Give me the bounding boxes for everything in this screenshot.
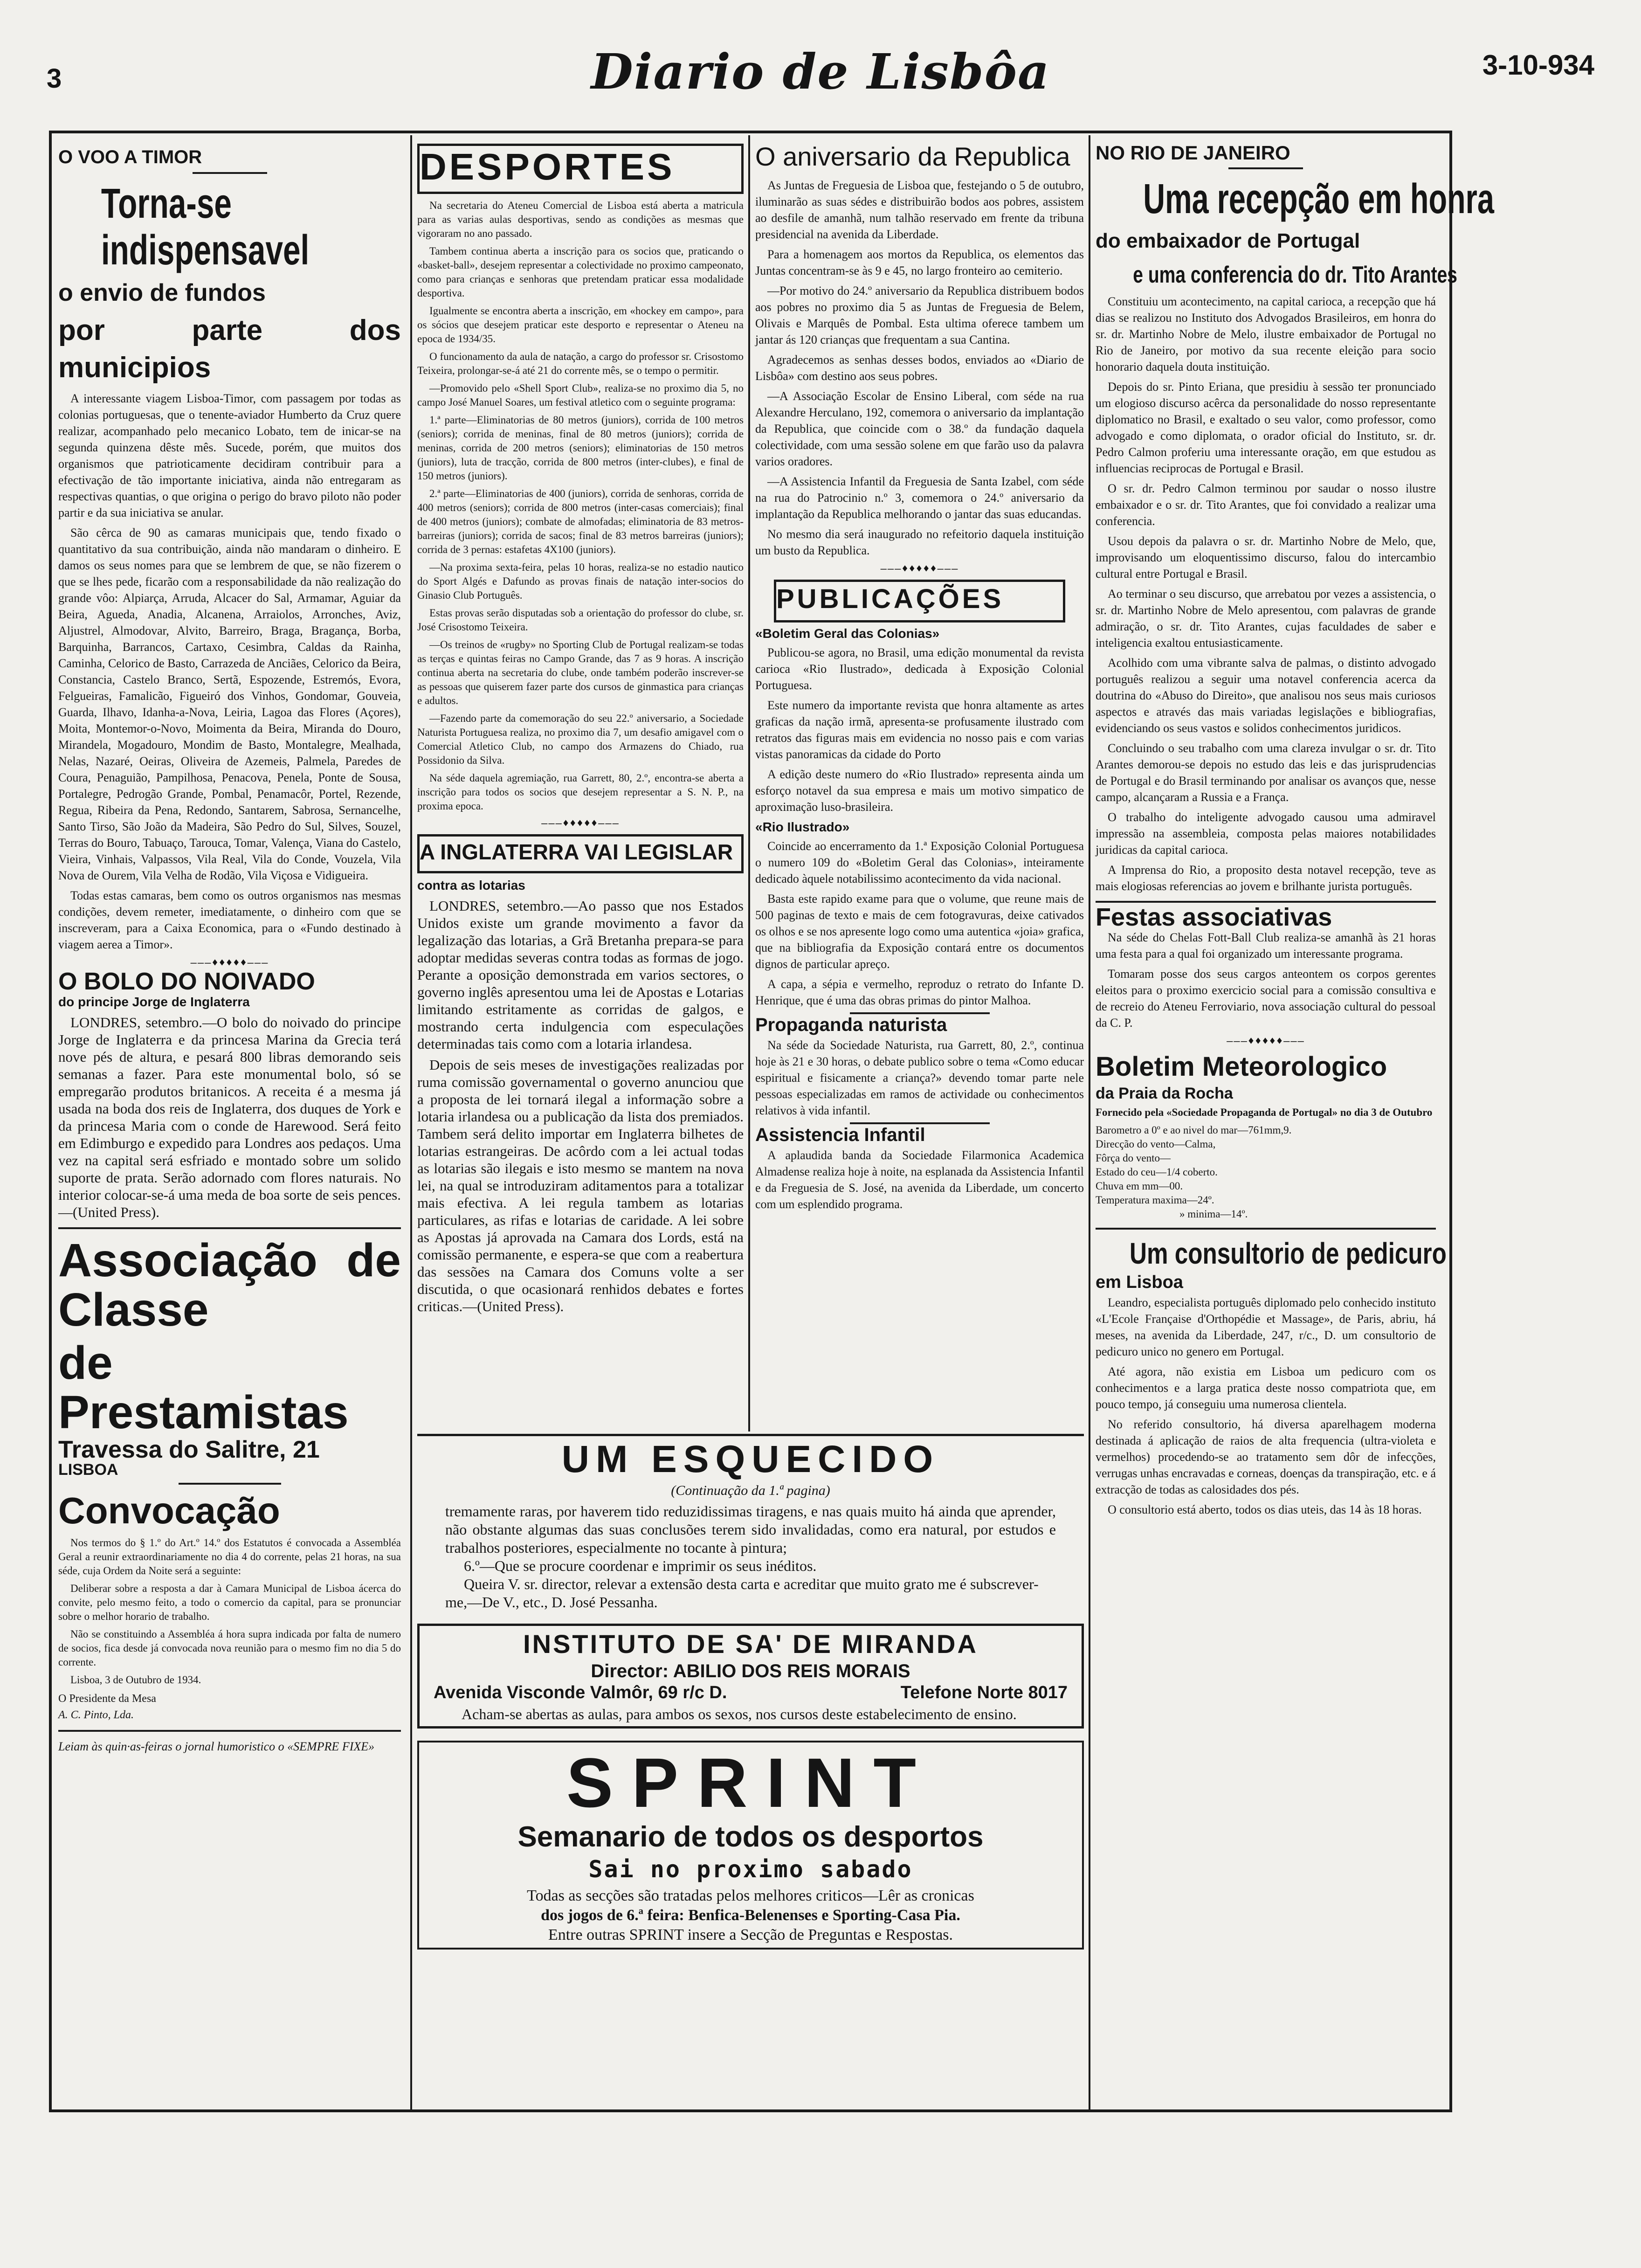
republica-paragraph: —A Assistencia Infantil da Freguesia de Santa Izabel, com séde na rua do Patrocinio n.º 3, comemora o 24.º aniversario da implantação da Republica melhorando o jantar das suas educandas. xyxy=(755,475,1084,521)
instituto-title: INSTITUTO DE SA' DE MIRANDA xyxy=(523,1629,978,1659)
publicacoes-paragraph: Coincide ao encerramento da 1.ª Exposição Colonial Portuguesa o numero 109 do «Boletim Geral das Colonias», inteiramente dedicado àquele notabilissimo acontecimento da vida nacional. xyxy=(755,839,1084,885)
rio-subtitle: do embaixador de Portugal xyxy=(1096,229,1360,252)
infantil-title: Assistencia Infantil xyxy=(755,1125,925,1145)
assoc-title-2: de Prestamistas xyxy=(58,1337,349,1438)
rio-title: Uma recepção em honra xyxy=(1143,176,1494,222)
ornament-divider: ———♦♦♦♦♦——— xyxy=(541,818,620,830)
publicacoes-paragraph: Publicou-se agora, no Brasil, uma edição monumental da revista carioca «Rio Ilustrado», dedicada à Exposição Colonial Portuguesa. xyxy=(755,646,1084,692)
esquecido-paragraph: Queira V. sr. director, relevar a extensão desta carta e acreditar que muito grato me é subscrever-me,—De V., etc., D. José Pessanha. xyxy=(445,1576,1039,1611)
festas-paragraph: Tomaram posse dos seus cargos anteontem os corpos gerentes eleitos para o proximo exercicio social para a comissão consultiva e de recreio do Ateneu Ferroviario, nova associação cultural do pessoal da C. P. xyxy=(1096,967,1436,1030)
rio-paragraph: Depois do sr. Pinto Eriana, que presidiu à sessão ter pronunciado um elogioso discurso acêrca da personalidade do nosso representante diplomatico no Brasil, e exaltado o seu valor, como professor, como advogado e como diplomata, o orador oficial do Instituto, sr. dr. Pedro Calmon proferiu uma interessante oração, em que estudou as influencias reciprocas de Portugal e Brasil. xyxy=(1096,380,1436,475)
rio-paragraph: Acolhido com uma vibrante salva de palmas, o distinto advogado português realizou a seguir uma notavel conferencia acerca da doutrina do «Abuso do Direito», que analisou nos seus mais curiosos aspectos e através das mais variadas legislações e bibliografias, evidenciando os seus vastos e solidos conhecimentos juridicos. xyxy=(1096,656,1436,735)
rio-paragraph: O sr. dr. Pedro Calmon terminou por saudar o nosso ilustre embaixador e o sr. dr. Tito Arantes, que foi convidado a realizar uma conferencia. xyxy=(1096,482,1436,528)
meteo-title: Boletim Meteorologico xyxy=(1096,1051,1387,1082)
desportes-paragraph: —Na proxima sexta-feira, pelas 10 horas, realiza-se no estadio nautico do Sport Algés e Dafundo as provas finais de natação inter-socios do Ginasio Club Português. xyxy=(417,561,744,601)
republica-title: O aniversario da Republica xyxy=(755,142,1070,171)
meteo-line: Direcção do vento—Calma, xyxy=(1096,1138,1216,1150)
desportes-paragraph: —Promovido pelo «Shell Sport Club», realiza-se no proximo dia 5, no campo José Manuel Soares, um festival atletico com o seguinte programa: xyxy=(417,382,744,408)
instituto-address: Avenida Visconde Valmôr, 69 r/c D. xyxy=(434,1683,727,1702)
rio-paragraph: Constituiu um acontecimento, na capital carioca, a recepção que há dias se realizou no Instituto dos Advogados Brasileiros, em honra do sr. dr. Martinho Nobre de Melo, ilustre embaixador de Portugal no Rio de Janeiro, por motivo da sua recente eleição para socio honorario daquela douta instituição. xyxy=(1096,295,1436,373)
rio-ilustrado-subhead: «Rio Ilustrado» xyxy=(755,820,850,834)
inglaterra-subtitle: contra as lotarias xyxy=(417,878,525,892)
timor-paragraph: São cêrca de 90 as camaras municipais que, tendo fixado o quantitativo da sua contribuição, ainda não mandaram o dinheiro. E damos os seus nomes para que se lembrem de que, se não fizerem o que se lhes pede, ficarão com a responsabilidade da não realização do grande vôo: Alpiarça, Arruda, Alcacer do Sal, Armamar, Aguiar da Beira, Agueda, Anadia, Alcanena, Arraiolos, Arronches, Aviz, Aljustrel, Almodovar, Alvito, Barreiro, Braga, Bragança, Borba, Barquinha, Barrancos, Cartaxo, Cesimbra, Caldas da Rainha, Caminha, Celorico de Basto, Carrazeda de Anciães, Celorico da Beira, Constancia, Castelo Branco, Sertã, Espozende, Estremós, Evora, Felgueiras, Famalicão, Figueiró dos Vinhos, Gondomar, Gouveia, Guarda, Ilhavo, Idanha-a-Nova, Leiria, Lagoa das Flores (Açores), Moita, Montemor-o-Novo, Moimenta da Beira, Miranda do Douro, Mirandela, Mogadouro, Mondim de Basto, Montalegre, Mealhada, Nelas, Nazaré, Oeiras, Oliveira de Azemeis, Palmela, Paredes de Coura, Penaguião, Pampilhosa, Penacova, Penela, Ponte de Sousa, Portalegre, Pedrogão Grande, Pombal, Penamacôr, Portel, Rezende, Regua, Ribeira da Pena, Redondo, Santarem, Sabrosa, Sernancelhe, Santo Tirso, São João da Madeira, São Pedro do Sul, Silves, Souzel, Terras do Bouro, Tabuaço, Tarouca, Tomar, Valença, Viana do Castelo, Vieira, Vinhais, Valpassos, Vila Real, Vila do Conde, Vouzela, Vila Nova de Ourem, Vila Velha de Rodão, Vila Viçosa e Vidigueira. xyxy=(58,526,401,882)
ornament-divider: ———♦♦♦♦♦——— xyxy=(1227,1036,1305,1047)
naturista-paragraph: Na séde da Sociedade Naturista, rua Garrett, 80, 2.º, continua hoje às 21 e 30 horas, o debate publico sobre o tema «Como educar espiritual e fisicamente a criança?» devendo tomar parte nele pessoas especializadas em ramos de actividade ou conhecimentos relativos à vida infantil. xyxy=(755,1038,1084,1117)
column-rule-3 xyxy=(1089,135,1090,2112)
desportes-paragraph: O funcionamento da aula de natação, a cargo do professor sr. Crisostomo Teixeira, prolongar-se-á até 21 do corrente mês, se o tempo o permitir. xyxy=(417,351,744,376)
column-3 xyxy=(755,140,1084,1431)
masthead: Diario de Lisbôa xyxy=(591,43,1050,100)
instituto-director: Director: ABILIO DOS REIS MORAIS xyxy=(591,1661,910,1681)
meteo-line: » minima—14º. xyxy=(1179,1208,1248,1220)
boletim-subhead: «Boletim Geral das Colonias» xyxy=(755,626,940,641)
sprint-line: dos jogos de 6.ª feira: Benfica-Belenenses e Sporting-Casa Pia. xyxy=(541,1907,960,1924)
desportes-paragraph: —Os treinos de «rugby» no Sporting Club de Portugal realizam-se todas as terças e quintas feiras no Campo Grande, das 7 as 9 horas. A inscrição continua aberta na secretaria do clube, onde também poderão inscrever-se as pessoas que quiserem fazer parte dos cursos de ginmastica para crianças e adultos. xyxy=(417,639,744,706)
sprint-line: Entre outras SPRINT insere a Secção de Preguntas e Respostas. xyxy=(548,1926,953,1943)
column-rule-2 xyxy=(748,135,750,1431)
meteo-subtitle: da Praia da Rocha xyxy=(1096,1085,1233,1102)
meteo-note: Fornecido pela «Sociedade Propaganda de Portugal» no dia 3 de Outubro xyxy=(1096,1106,1433,1118)
bolo-paragraph: LONDRES, setembro.—O bolo do noivado do principe Jorge de Inglaterra e da princesa Marina da Grecia terá nove pés de altura, e pesará 800 libras demorando seis semanas a fazer. Para este monumental bolo, só se empregarão produtos britanicos. A receita é a mesma já usada na boda dos reis de Inglaterra, dos duques de York e da princesa Maria com o conde de Harewood. Será feito em Edimburgo e expedido para Londres aos pedaços. Uma vez na capital será esfriado e montado sobre um solido suporte de prata. Serão adornado com flores naturais. No interior colocar-se-á uma meda de boa sorte de seis pences.—(United Press). xyxy=(58,1014,401,1220)
rio-paragraph: Ao terminar o seu discurso, que arrebatou por vezes a assistencia, o sr. dr. Martinho Nobre de Melo apresentou, com palavras de grande admiração, o sr. dr. Tito Arantes, cujas faculdades de saber e inteligencia exaltou entusiasticamente. xyxy=(1096,587,1436,650)
pedicuro-paragraph: O consultorio está aberto, todos os dias uteis, das 14 às 18 horas. xyxy=(1108,1503,1422,1516)
desportes-paragraph: 1.ª parte—Eliminatorias de 80 metros (juniors), corrida de 100 metros (seniors); corrida de meninas, final de 80 metros (juniors); corrida de meninas, corrida de 200 metros (seniors); eliminatorias de 150 metros (juniors), luta de tracção, corrida de 800 metros (inter-clubes), e final de 150 metros (juniors). xyxy=(417,414,744,482)
page-number: 3 xyxy=(47,63,62,94)
ornament-divider: ———♦♦♦♦♦——— xyxy=(190,957,269,969)
pedicuro-paragraph: No referido consultorio, há diversa aparelhagem moderna destinada á aplicação de raios de alta frequencia (ultra-violeta e vermelhos) procedendo-se ao tratamento sem dôr de infecções, verrugas unhas encravadas e corneas, doenças da transpiração, etc. e á extracção de todas as calosidades dos pés. xyxy=(1096,1418,1436,1496)
timor-paragraph: Todas estas camaras, bem como os outros organismos nas mesmas condições, devem remeter, imediatamente, o dinheiro com que se inscreveram, para a Caixa Economica, para o «Fundo destinado à viagem aerea a Timor». xyxy=(58,889,401,951)
instituto-text: Acham-se abertas as aulas, para ambos os sexos, nos cursos deste estabelecimento de ensino. xyxy=(462,1706,1017,1722)
assoc-date: Lisboa, 3 de Outubro de 1934. xyxy=(70,1674,201,1686)
convocacao-title: Convocação xyxy=(58,1490,280,1531)
issue-date: 3-10-934 xyxy=(1482,49,1594,81)
timor-kicker: O VOO A TIMOR xyxy=(58,147,202,167)
republica-paragraph: —A Associação Escolar de Ensino Liberal, com séde na rua Alexandre Herculano, 192, comemora o aniversario da implantação da Republica, que coincide com o 38.º da fundação daquela colectividade, com uma sessão solene em que farão uso da palavra varios oradores. xyxy=(755,389,1084,468)
publicacoes-paragraph: Este numero da importante revista que honra altamente as artes graficas da nação irmã, apresenta-se profusamente ilustrado com retratos das figuras mais em evidencia no nosso pais e com varias vistas panoramicas da cidade do Porto xyxy=(755,698,1084,761)
assoc-signature-name: A. C. Pinto, Lda. xyxy=(58,1709,134,1721)
esquecido-title: UM ESQUECIDO xyxy=(561,1438,940,1480)
column-4 xyxy=(1096,140,1494,2108)
pedicuro-title: Um consultorio de pedicuro xyxy=(1130,1237,1447,1270)
publicacoes-paragraph: A edição deste numero do «Rio Ilustrado» representa ainda um esforço notavel da sua empresa e mais um motivo simpatico de aproximação luso-brasileira. xyxy=(755,768,1084,814)
meteo-line: Estado do ceu—1/4 coberto. xyxy=(1096,1166,1218,1178)
naturista-title: Propaganda naturista xyxy=(755,1015,947,1035)
pedicuro-paragraph: Até agora, não existia em Lisboa um pedicuro com os conhecimentos e a larga pratica deste nosso compatriota que, em pouco tempo, já conseguiu uma numerosa clientela. xyxy=(1096,1365,1436,1411)
sprint-title: SPRINT xyxy=(566,1743,935,1822)
bolo-subtitle: do principe Jorge de Inglaterra xyxy=(58,995,250,1009)
assoc-title-1: Associação de Classe xyxy=(58,1234,401,1336)
assoc-city: LISBOA xyxy=(58,1461,118,1479)
assoc-address: Travessa do Salitre, 21 xyxy=(58,1436,320,1463)
rio-paragraph: O trabalho do inteligente advogado causou uma admiravel impressão na assembleia, composta pelas maiores notabilidades juridicas da capital carioca. xyxy=(1096,810,1436,857)
rio-kicker: NO RIO DE JANEIRO xyxy=(1096,142,1290,164)
desportes-paragraph: Estas provas serão disputadas sob a orientação do professor do clube, sr. José Crisostomo Teixeira. xyxy=(417,607,744,633)
festas-paragraph: Na séde do Chelas Fott-Ball Club realiza-se amanhã às 21 horas uma festa para a qual foi organizado um interessante programa. xyxy=(1096,931,1436,961)
ornament-divider: ———♦♦♦♦♦——— xyxy=(880,563,959,575)
desportes-paragraph: Igualmente se encontra aberta a inscrição, em «hockey em campo», para os sócios que desejem praticar este desporto e representar o Ateneu na epoca de 1934/35. xyxy=(417,305,744,345)
assoc-paragraph: Nos termos do § 1.º do Art.º 14.º dos Estatutos é convocada a Assembléa Geral a reunir extraordinariamente no dia 4 do corrente, pelas 21 horas, na sua séde, cuja Ordem da Noite será a seguinte: xyxy=(58,1537,401,1577)
desportes-paragraph: —Fazendo parte da comemoração do seu 22.º aniversario, a Sociedade Naturista Portuguesa realiza, no proximo dia 7, um desafio amigavel com o Comercial Atletico Club, no campo dos Armazens do Chiado, rua Possidonio da Silva. xyxy=(417,712,744,766)
infantil-paragraph: A aplaudida banda da Sociedade Filarmonica Academica Almadense realiza hoje à noite, na esplanada da Assistencia Infantil e da Freguesia de S. José, na avenida da Liberdade, um concerto com um esplendido programa. xyxy=(755,1148,1084,1211)
inglaterra-title: A INGLATERRA VAI LEGISLAR xyxy=(420,840,733,864)
instituto-phone: Telefone Norte 8017 xyxy=(900,1683,1068,1702)
publicacoes-paragraph: A capa, a sépia e vermelho, reproduz o retrato do Infante D. Henrique, que é uma das obras primas do pintor Malhoa. xyxy=(755,977,1084,1007)
inglaterra-paragraph: LONDRES, setembro.—Ao passo que nos Estados Unidos existe um grande movimento a favor da legalização das lotarias, a Grã Bretanha prepara-se para adoptar medidas severas contra todas as formas de jogo. Perante a oposição demonstrada em varios sectores, o governo inglês apresentou uma lei de Apostas e Lotarias limitando estritamente as corridas de galgos, e mostrando certa indulgencia com especulações determinadas tais como com a lotaria irlandesa. xyxy=(417,898,744,1052)
publicacoes-title: PUBLICAÇÕES xyxy=(776,584,1004,614)
publicacoes-paragraph: Basta este rapido exame para que o volume, que reune mais de 500 paginas de texto e mais de cem fotogravuras, deixe cativados os olhos e se nos apresente logo como uma autentica «joia» grafica, que na bibliografia da Exposição contará entre os documentos dignos de particular apreço. xyxy=(755,892,1084,971)
esquecido-paragraph: tremamente raras, por haverem tido reduzidissimas tiragens, e nas quais muito há ainda que aprender, não obstante algumas das suas conclusões terem sido invalidadas, como era natural, por estudos e trabalhos posteriores, especialmente no tocante à pintura; xyxy=(445,1503,1056,1556)
meteo-line: Chuva em mm—00. xyxy=(1096,1180,1183,1192)
sempre-fixe-note: Leiam às quin·as-feiras o jornal humoristico o «SEMPRE FIXE» xyxy=(58,1740,375,1753)
meteo-line: Temperatura maxima—24º. xyxy=(1096,1194,1214,1206)
pedicuro-paragraph: Leandro, especialista português diplomado pelo conhecido instituto «L'Ecole Française d'Orthopédie et Massage», de Paris, abriu, há meses, na avenida da Liberdade, 247, r/c., D. um consultorio de pedicuro unico no genero em Portugal. xyxy=(1096,1296,1436,1358)
assoc-paragraph: Deliberar sobre a resposta a dar à Camara Municipal de Lisboa ácerca do convite, pelo mesmo feito, a todo o comercio da capital, para se pronunciar sobre o melhor horario de trabalho. xyxy=(58,1583,401,1622)
bottom-center-block xyxy=(417,1434,1084,2108)
column-2 xyxy=(417,140,744,1431)
sprint-next-issue: Sai no proximo sabado xyxy=(588,1856,913,1883)
republica-paragraph: Agradecemos as senhas desses bodos, enviados ao «Diario de Lisbôa» com destino aos seus pobres. xyxy=(755,353,1084,383)
festas-title: Festas associativas xyxy=(1096,903,1332,931)
timor-subtitle-2: por parte dos municipios xyxy=(58,314,401,384)
rio-subtitle-2: e uma conferencia do dr. Tito Arantes xyxy=(1133,262,1457,288)
rio-paragraph: Concluindo o seu trabalho com uma clareza invulgar o sr. dr. Tito Arantes demorou-se depois no estudo das leis e das jurisprudencias de Portugal e do Brasil terminando por analisar os avanços que, nesse campo, alcançaram a Russia e a França. xyxy=(1096,741,1436,804)
meteo-line: Barometro a 0º e ao nivel do mar—761mm,9. xyxy=(1096,1124,1292,1136)
rio-paragraph: Usou depois da palavra o sr. dr. Martinho Nobre de Melo, que, improvisando um eloquentissimo discurso, falou do intercambio cultural entre Portugal e Brasil. xyxy=(1096,534,1436,581)
sprint-line: Todas as secções são tratadas pelos melhores criticos—Lêr as cronicas xyxy=(527,1887,974,1904)
column-1 xyxy=(58,140,401,2108)
timor-title: Torna-se indispensavel xyxy=(101,180,310,274)
esquecido-paragraph: 6.º—Que se procure coordenar e imprimir os seus inéditos. xyxy=(464,1557,817,1574)
republica-paragraph: —Por motivo do 24.º aniversario da Republica distribuem bodos aos pobres no proximo dia 5 as Juntas de Freguesia de Belem, Olivais e Marquês de Pombal. Esta ultima oferece tambem um jantar ás 120 crianças que frequentam a sua Cantina. xyxy=(755,284,1084,346)
rio-paragraph: A Imprensa do Rio, a proposito desta notavel recepção, teve as mais elogiosas referencias ao jovem e brilhante jurista português. xyxy=(1096,863,1436,893)
timor-subtitle: o envio de fundos xyxy=(58,279,266,306)
desportes-paragraph: Na séde daquela agremiação, rua Garrett, 80, 2.º, encontra-se aberta a inscrição para todos os socios que desejem representar a S. N. P., na proxima epoca. xyxy=(417,772,744,812)
sprint-subtitle: Semanario de todos os desportos xyxy=(517,1821,984,1853)
inglaterra-paragraph: Depois de seis meses de investigações realizadas por ruma comissão governamental o governo anunciou que a proposta de lei tornará ilegal a informação sobre a lotaria irlandesa ou a publicação da lista dos premiados. Tambem será delito importar em Inglaterra bilhetes de lotarias estrangeiras. De acôrdo com a lei actual todas as lotarias são ilegais e isto mesmo se mantem na nova lei, na qual se introduziram aditamentos para a totalizar mais efectiva. A lei regula tambem as lotarias particulares, as rifas e lotarias de caridade. A lei sobre as Apostas já aprovada na Camara dos Lords, está na comissão permanente, e espera-se que com a reabertura das sessões na Camara dos Comuns volte a ser discutida, o que ocasionará renhidos debates e fortes criticas.—(United Press). xyxy=(417,1057,744,1314)
republica-paragraph: As Juntas de Freguesia de Lisboa que, festejando o 5 de outubro, iluminarão as suas sédes e distribuirão bodos aos pobres, assistem ao desfile de amanhã, num talhão reservado em frente da tribuna presidencial na avenida da Liberdade. xyxy=(755,179,1084,241)
assoc-signature-role: O Presidente da Mesa xyxy=(58,1693,156,1705)
desportes-title: DESPORTES xyxy=(420,146,675,187)
timor-paragraph: A interessante viagem Lisboa-Timor, com passagem por todas as colonias portuguesas, que o tenente-aviador Humberto da Cruz quere realizar, acompanhado pelo mecanico Lobato, tem de inicar-se na segunda quinzena dêste mês. Sucede, porém, que muitos dos organismos que patrioticamente decidiram contribuir para a efectivação de tão importante iniciativa, ainda não entregaram as respectivas quantias, o que origina o perigo do bravo piloto não poder partir e da sua iniciativa se anular. xyxy=(58,392,401,519)
republica-paragraph: No mesmo dia será inaugurado no refeitorio daquela instituição um busto da Republica. xyxy=(755,527,1084,557)
meteo-line: Fôrça do vento— xyxy=(1096,1152,1171,1164)
bolo-title: O BOLO DO NOIVADO xyxy=(58,968,315,995)
esquecido-continuation: (Continuação da 1.ª pagina) xyxy=(671,1483,830,1498)
desportes-paragraph: Na secretaria do Ateneu Comercial de Lisboa está aberta a matricula para as varias aulas desportivas, sendo as condições as mesmas que vigoraram no ano passado. xyxy=(417,200,744,239)
desportes-paragraph: Tambem continua aberta a inscrição para os socios que, praticando o «basket-ball», desejem representar a colectividade no proximo campeonato, como para crianças e senhoras que pretendam praticar essa modalidade desportiva. xyxy=(417,245,744,299)
pedicuro-subtitle: em Lisboa xyxy=(1096,1272,1183,1292)
assoc-paragraph: Não se constituindo a Assembléa á hora supra indicada por falta de numero de socios, fica desde já convocada nova reunião para o mesmo fim no dia 5 do corrente. xyxy=(58,1628,401,1668)
column-rule-1 xyxy=(410,135,412,2112)
desportes-paragraph: 2.ª parte—Eliminatorias de 400 (juniors), corrida de senhoras, corrida de 400 metros (seniors); corrida de 800 metros (inter-casas comerciais); final de 400 metros (juniors); combate de almofadas; eliminatoria de 83 metros-barreiras (juniors); corrida de sacos; final de 83 metros barreiras (juniors); corrida de 3 pernas: estafetas 4X100 (juniors). xyxy=(417,488,744,555)
republica-paragraph: Para a homenagem aos mortos da Republica, os elementos das Juntas concentram-se às 9 e 45, no largo fronteiro ao cemiterio. xyxy=(755,248,1084,277)
